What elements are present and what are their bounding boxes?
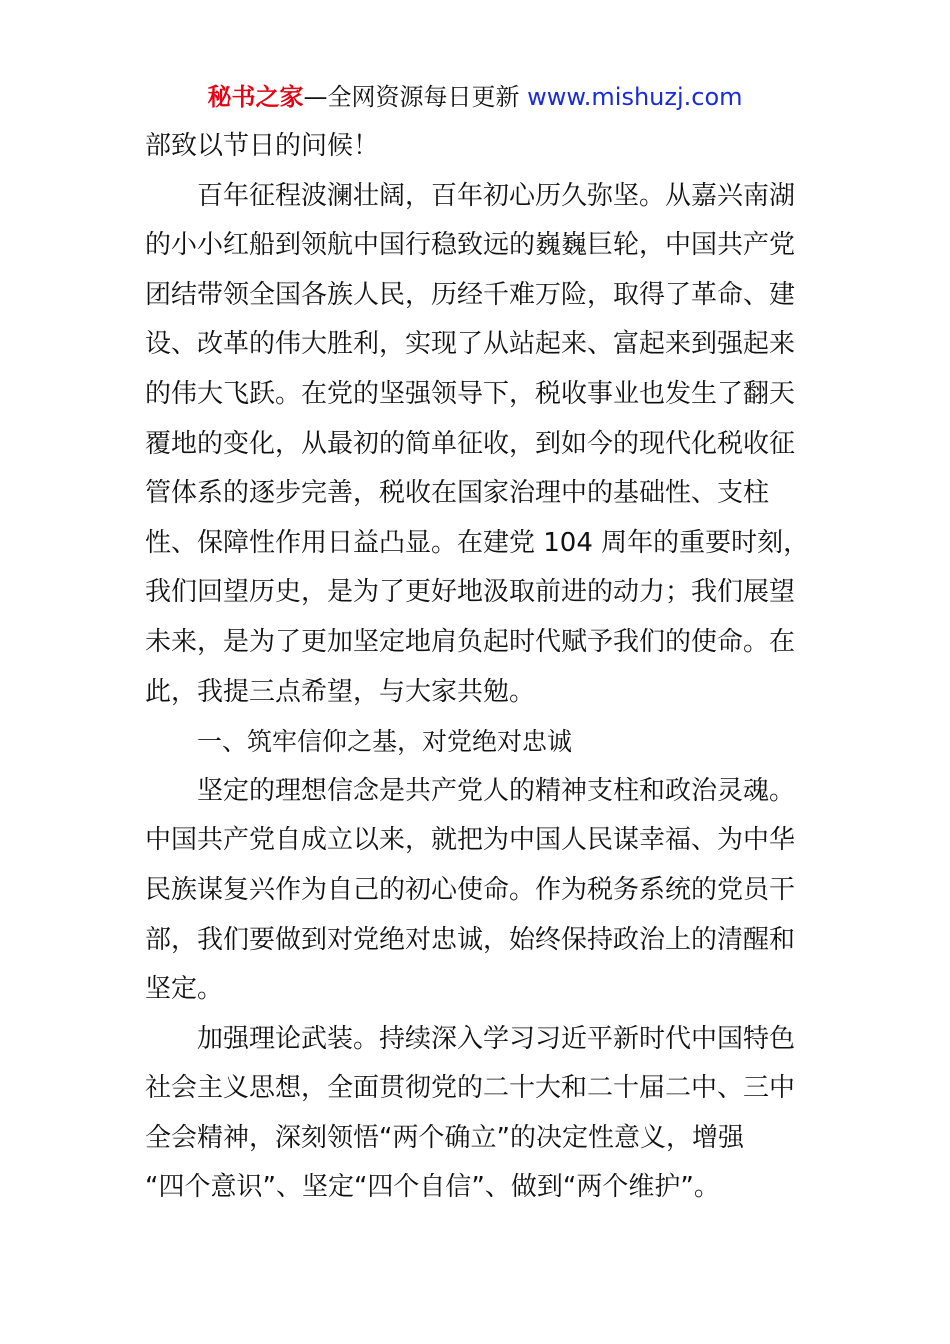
site-url-link[interactable]: www.mishuzj.com <box>527 83 743 111</box>
page-header <box>0 80 950 114</box>
text-line: 团结带领全国各族人民，历经千难万险，取得了革命、建 <box>145 279 796 310</box>
brand-name: 秘书之家 <box>207 83 304 111</box>
paragraph-start: 坚定的理想信念是共产党人的精神支柱和政治灵魂。 <box>197 775 796 806</box>
text-line: 覆地的变化，从最初的简单征收，到如今的现代化税收征 <box>145 428 796 459</box>
document-body <box>145 122 810 1213</box>
paragraph-start: 加强理论武装。持续深入学习习近平新时代中国特色 <box>197 1023 796 1054</box>
text-line: 管体系的逐步完善，税收在国家治理中的基础性、支柱 <box>145 478 770 509</box>
header-tagline: —全网资源每日更新 <box>303 83 528 111</box>
paragraph-start: 百年征程波澜壮阔，百年初心历久弥坚。从嘉兴南湖 <box>197 180 796 211</box>
text-line: 的伟大飞跃。在党的坚强领导下，税收事业也发生了翻天 <box>145 378 796 409</box>
text-line: 民族谋复兴作为自己的初心使命。作为税务系统的党员干 <box>145 874 796 905</box>
text-line: 中国共产党自成立以来，就把为中国人民谋幸福、为中华 <box>145 825 796 856</box>
text-line: 坚定。 <box>145 974 224 1005</box>
section-heading: 一、筑牢信仰之基，对党绝对忠诚 <box>197 727 573 757</box>
text-line: “四个意识”、坚定“四个自信”、做到“两个维护”。 <box>145 1172 720 1203</box>
text-line: 部致以节日的问候！ <box>145 131 380 161</box>
text-line: 部，我们要做到对党绝对忠诚，始终保持政治上的清醒和 <box>145 924 796 955</box>
text-line: 社会主义思想，全面贯彻党的二十大和二十届二中、三中 <box>145 1073 796 1104</box>
text-line: 我们回望历史，是为了更好地汲取前进的动力；我们展望 <box>145 577 796 608</box>
text-line: 全会精神，深刻领悟“两个确立”的决定性意义，增强 <box>145 1122 744 1153</box>
text-line: 的小小红船到领航中国行稳致远的巍巍巨轮，中国共产党 <box>145 230 796 261</box>
text-line: 此，我提三点希望，与大家共勉。 <box>145 676 536 707</box>
text-line: 性、保障性作用日益凸显。在建党 104 周年的重要时刻， <box>145 527 810 558</box>
text-line: 设、改革的伟大胜利，实现了从站起来、富起来到强起来 <box>145 329 796 360</box>
text-line: 未来，是为了更加坚定地肩负起时代赋予我们的使命。在 <box>145 626 796 657</box>
